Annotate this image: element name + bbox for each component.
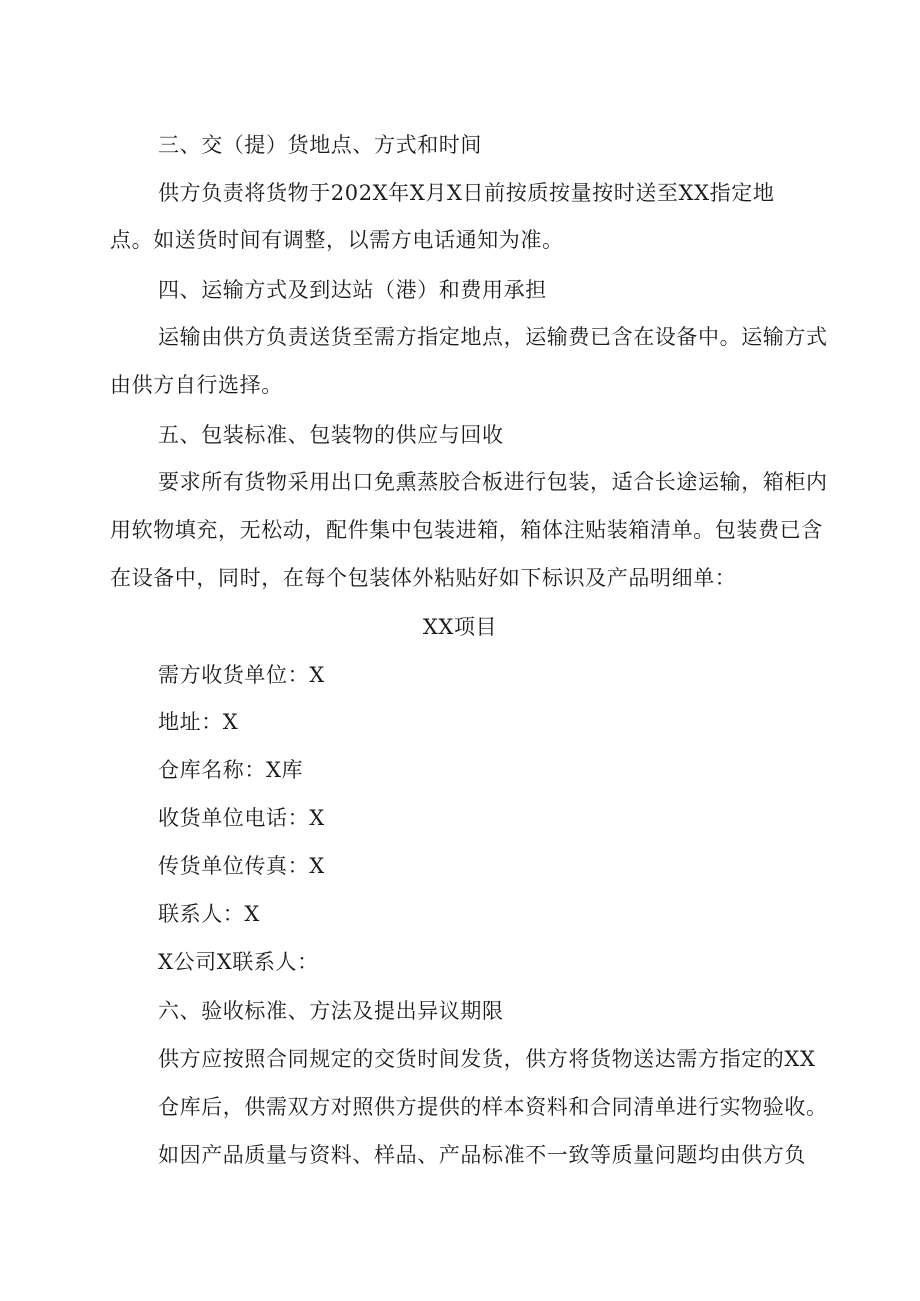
section-heading-4: 四、运输方式及到达站（港）和费用承担 (158, 278, 547, 302)
label-field-fax: 传货单位传真：X (158, 854, 325, 878)
section-heading-6: 六、验收标准、方法及提出异议期限 (158, 999, 504, 1023)
paragraph-line: 用软物填充，无松动，配件集中包装进箱，箱体注贴装箱清单。包装费已含 (110, 518, 823, 542)
paragraph-line: 运输由供方负责送货至需方指定地点，运输费已含在设备中。运输方式 (158, 325, 828, 349)
label-field-contact: 联系人：X (158, 902, 260, 926)
paragraph-line: 由供方自行选择。 (110, 373, 283, 397)
paragraph-line: 供方负责将货物于202X年X月X日前按质按量按时送至XX指定地 (158, 181, 775, 205)
label-field-address: 地址：X (158, 710, 239, 734)
section-heading-3: 三、交（提）货地点、方式和时间 (158, 133, 482, 157)
label-field-phone: 收货单位电话：X (158, 806, 325, 830)
paragraph-line: 在设备中，同时，在每个包装体外粘贴好如下标识及产品明细单： (110, 566, 737, 590)
paragraph-line: 如因产品质量与资料、样品、产品标准不一致等质量问题均由供方负 (158, 1143, 806, 1167)
label-field-company-contact: X公司X联系人： (158, 950, 319, 974)
paragraph-line: 仓库后，供需双方对照供方提供的样本资料和合同清单进行实物验收。 (158, 1095, 828, 1119)
paragraph-line: 要求所有货物采用出口免熏蒸胶合板进行包装，适合长途运输，箱柜内 (158, 470, 828, 494)
label-field-receiver: 需方收货单位：X (158, 663, 325, 687)
paragraph-line: 供方应按照合同规定的交货时间发货，供方将货物送达需方指定的XX (158, 1047, 816, 1071)
label-title: XX项目 (422, 615, 498, 639)
section-heading-5: 五、包装标准、包装物的供应与回收 (158, 423, 504, 447)
paragraph-line: 点。如送货时间有调整，以需方电话通知为准。 (110, 228, 564, 252)
label-field-warehouse: 仓库名称：X库 (158, 758, 304, 782)
